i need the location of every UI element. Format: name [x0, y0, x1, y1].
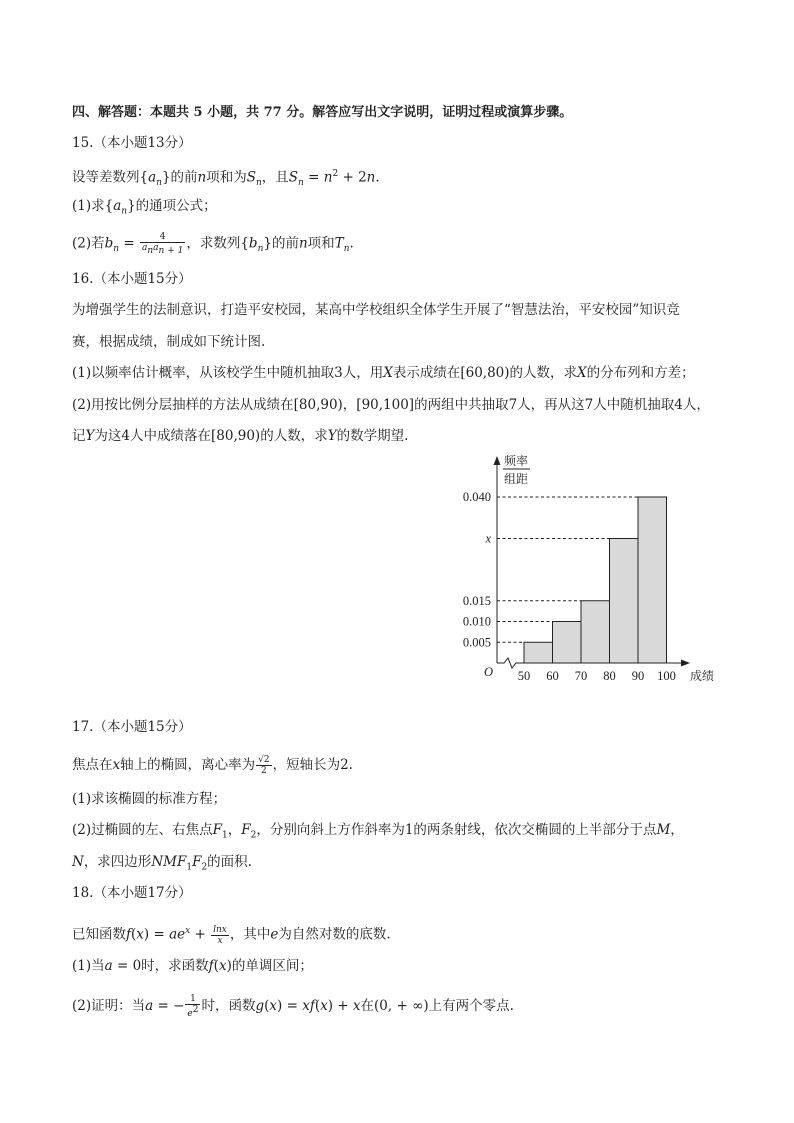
q15-part2: (2)若$b_n$ = $\frac{4}{a_na_{n + 1}}$ ，求数列$\{b_n\}$的前n项和$T_n$. — [72, 232, 354, 256]
q18-coefficient-fraction: $\frac{1}{e^2}$ — [187, 994, 199, 1019]
x-tick-label: 100 — [657, 669, 676, 683]
y-tick-label: 0.010 — [462, 614, 491, 629]
q17-part2-line1: (2)过椭圆的左、右焦点$F_1$，$F_2$，分别向斜上方作斜率为1的两条射线，依次交椭圆的上半部分于点M， — [72, 822, 684, 841]
y-tick-label: 0.040 — [462, 490, 491, 504]
section-heading: 四、解答题：本题共 5 小题，共 77 分。解答应写出文字说明，证明过程或演算步骤。 — [72, 105, 573, 120]
q15-title: 15.（本小题13分） — [72, 135, 192, 151]
x-axis-label: 成绩 — [690, 669, 715, 683]
y-tick-label: 0.005 — [462, 635, 491, 650]
chart-x-tick-labels — [518, 669, 676, 683]
q17-eccentricity-fraction: $\frac{√2}{2}$ — [258, 755, 270, 776]
q18-part1: (1)当a = 0时，求函数f(x)的单调区间； — [72, 958, 313, 974]
x-tick-label: 70 — [574, 669, 588, 683]
q18-stem: 已知函数$f(x) = ae^x$ + $\frac{\ln x}{x}$ ，其中e为自然对数的底数. — [72, 924, 391, 946]
q16-stem-line1: 为增强学生的法制意识，打造平安校园，某高中学校组织全体学生开展了“智慧法治，平安校园”知识竞 — [72, 302, 680, 318]
histogram-bar — [610, 539, 639, 664]
y-tick-label: 0.015 — [462, 593, 491, 608]
q16-part2-line1: (2)用按比例分层抽样的方法从成绩在[80,90)，[90,100]的两组中共抽取7人，再从这7人中随机抽取4人， — [72, 397, 710, 413]
y-axis-label-bottom: 组距 — [504, 472, 529, 486]
chart-y-tick-labels — [463, 490, 492, 649]
q15-fraction: $\frac{4}{a_na_{n + 1}}$ — [141, 232, 184, 256]
histogram-bar — [524, 642, 553, 663]
q15-stem: 设等差数列$\{a_n\}$的前n项和为$S_n$，且$S_n = n^2 + 2n$. — [72, 169, 380, 189]
histogram-bar — [638, 497, 667, 663]
y-tick-label: x — [485, 531, 491, 546]
y-axis-arrow — [494, 456, 501, 465]
q15-part1: (1)求$\{a_n\}$的通项公式； — [72, 198, 217, 217]
q17-part2-line2: N，求四边形$NMF_1F_2$的面积. — [72, 854, 252, 873]
q16-title: 16.（本小题15分） — [72, 271, 192, 287]
q16-part1: (1)以频率估计概率，从该校学生中随机抽取3人，用X表示成绩在[60,80)的人数，求X的分布列和方差； — [72, 365, 695, 381]
histogram-bar — [553, 622, 582, 664]
chart-bars — [524, 497, 667, 663]
x-tick-label: 90 — [631, 669, 645, 683]
x-tick-label: 80 — [603, 669, 616, 683]
histogram-bar — [581, 601, 610, 663]
q17-stem: 焦点在x轴上的椭圆，离心率为 $\frac{√2}{2}$ ，短轴长为2. — [72, 755, 353, 776]
q16-part2-line2: 记Y为这4人中成绩落在[80,90)的人数，求Y的数学期望. — [72, 428, 409, 444]
x-axis-arrow — [681, 660, 690, 667]
q17-part1: (1)求该椭圆的标准方程； — [72, 791, 227, 807]
frequency-histogram — [450, 452, 740, 692]
q18-title: 18.（本小题17分） — [72, 885, 192, 901]
q18-lnx-fraction: $\frac{\ln x}{x}$ — [213, 924, 227, 946]
x-tick-label: 50 — [517, 669, 531, 683]
y-axis-label-top: 频率 — [504, 454, 529, 468]
origin-label: O — [484, 665, 494, 679]
q18-part2: (2)证明：当a = − $\frac{1}{e^2}$ 时，函数g(x) = xf(x) + x在(0, + ∞)上有两个零点. — [72, 994, 514, 1019]
q16-stem-line2: 赛，根据成绩，制成如下统计图. — [72, 334, 266, 350]
q17-title: 17.（本小题15分） — [72, 719, 192, 735]
x-tick-label: 60 — [546, 669, 559, 683]
